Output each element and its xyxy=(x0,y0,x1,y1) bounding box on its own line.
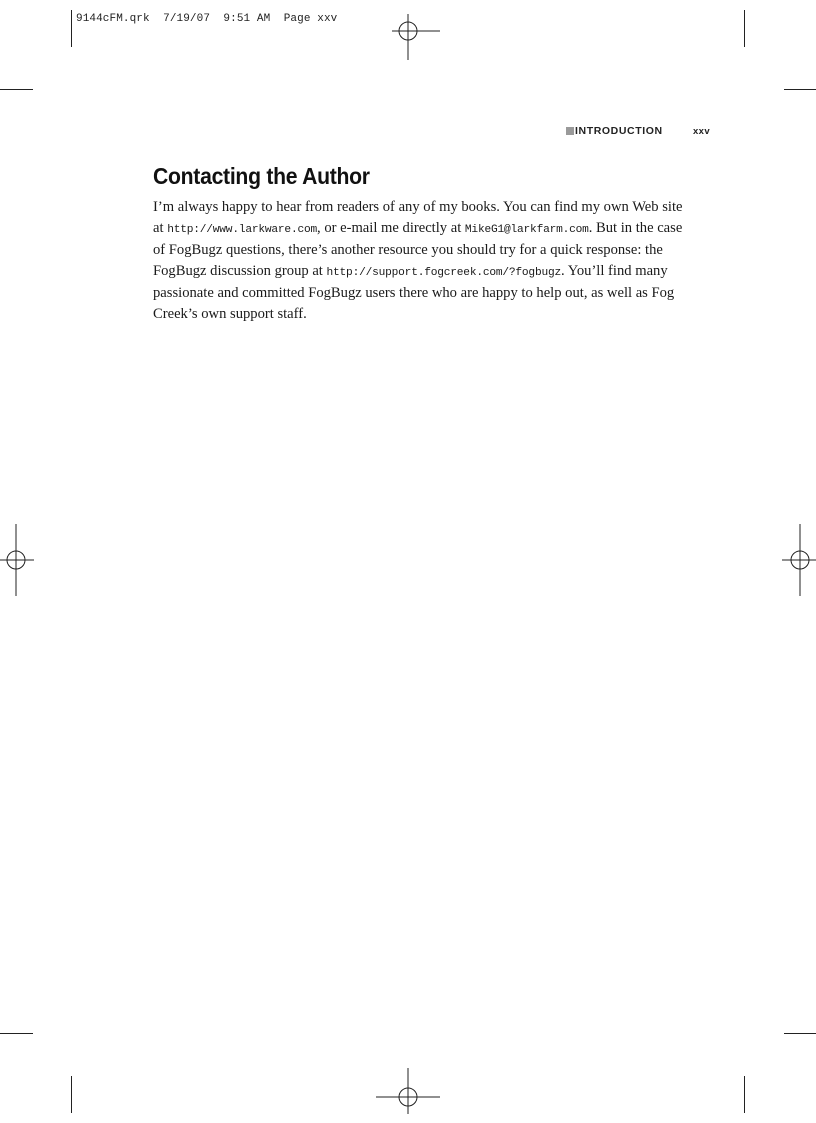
crop-mark-right-bottom-horizontal xyxy=(784,1033,816,1034)
paragraph-text: I’m always happy to hear from readers of any of my books. You can find my own Web site at xyxy=(153,199,683,236)
crop-mark-left-bottom-horizontal xyxy=(0,1033,33,1034)
page-number: xxv xyxy=(693,126,711,137)
registration-mark-top xyxy=(392,14,440,60)
paragraph-text: , or e-mail me directly at xyxy=(317,219,465,236)
running-head-section: INTRODUCTION xyxy=(575,125,663,137)
crop-mark-left-top-horizontal xyxy=(0,89,33,90)
crop-mark-top-left-vertical xyxy=(71,10,72,47)
print-slug: 9144cFM.qrk 7/19/07 9:51 AM Page xxv xyxy=(76,13,338,25)
registration-mark-left xyxy=(0,524,34,596)
crop-mark-bottom-left-vertical xyxy=(71,1076,72,1113)
crop-mark-bottom-right-vertical xyxy=(744,1076,745,1113)
crop-mark-right-top-horizontal xyxy=(784,89,816,90)
registration-mark-bottom xyxy=(376,1068,440,1114)
running-head xyxy=(566,125,663,137)
author-email: MikeG1@larkfarm.com xyxy=(464,223,589,236)
discussion-group-url: http://support.fogcreek.com/?fogbugz xyxy=(326,266,562,279)
registration-mark-right xyxy=(782,524,816,596)
paragraph-text: . But in the case of FogBugz questions, there’s another resource you should try for a quick response: the FogBugz discussion group at xyxy=(153,219,683,279)
website-url: http://www.larkware.com xyxy=(167,223,318,236)
paragraph-text: . You’ll find many passionate and committed FogBugz users there who are happy to help out, as well as Fog Creek’s own support staff. xyxy=(153,262,675,322)
section-heading: Contacting the Author xyxy=(153,163,370,189)
crop-mark-top-right-vertical xyxy=(744,10,745,47)
body-paragraph xyxy=(153,197,693,325)
section-square-icon xyxy=(566,127,574,135)
